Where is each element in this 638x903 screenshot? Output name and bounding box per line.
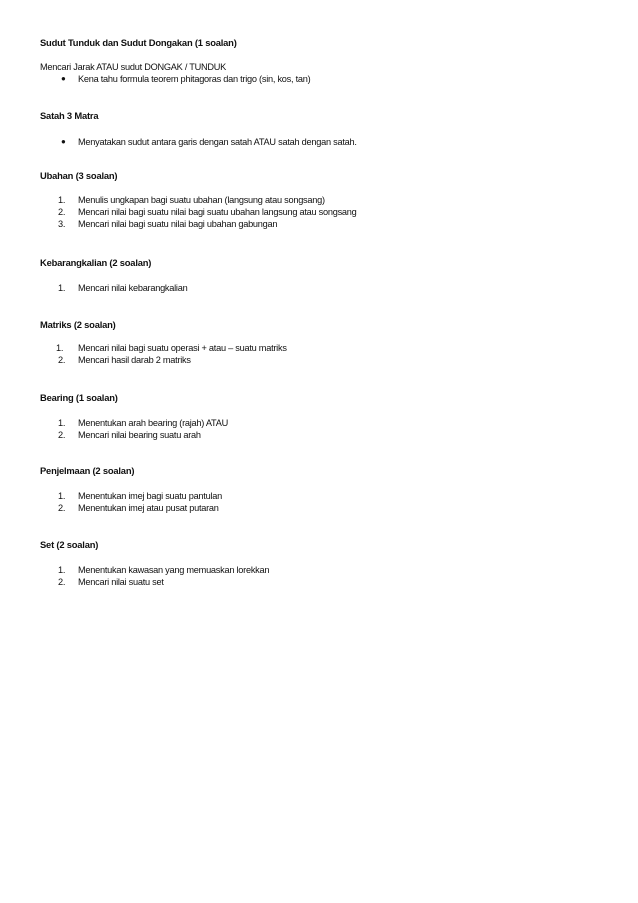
section-heading: Sudut Tunduk dan Sudut Dongakan (1 soalan) xyxy=(40,37,237,48)
bullet-text: Menyatakan sudut antara garis dengan satah ATAU satah dengan satah. xyxy=(78,137,357,147)
section-heading: Ubahan (3 soalan) xyxy=(40,170,118,181)
list-item xyxy=(40,429,598,441)
list-item xyxy=(40,354,598,366)
list-number: 3. xyxy=(58,219,66,229)
bullet-icon: ● xyxy=(61,74,66,83)
list-text: Mencari hasil darab 2 matriks xyxy=(78,355,191,365)
list-item xyxy=(40,218,598,230)
list-text: Mencari nilai bagi suatu operasi + atau – suatu matriks xyxy=(78,343,287,353)
section-set xyxy=(40,539,598,588)
list-text: Mencari nilai suatu set xyxy=(78,577,164,587)
list-number: 1. xyxy=(56,343,64,353)
list-number: 1. xyxy=(58,418,66,428)
section-heading: Set (2 soalan) xyxy=(40,539,99,550)
list-number: 2. xyxy=(58,503,66,513)
list-text: Menentukan imej atau pusat putaran xyxy=(78,503,219,513)
section-matriks xyxy=(40,319,598,366)
list-item xyxy=(40,194,598,206)
section-sudut-tunduk xyxy=(40,37,598,85)
list-item xyxy=(40,576,598,588)
list-item xyxy=(40,564,598,576)
list-number: 1. xyxy=(58,195,66,205)
section-penjelmaan xyxy=(40,465,598,514)
section-kebarangkalian xyxy=(40,257,598,294)
section-heading: Penjelmaan (2 soalan) xyxy=(40,465,135,476)
list-item xyxy=(40,282,598,294)
list-number: 2. xyxy=(58,355,66,365)
list-text: Menentukan kawasan yang memuaskan lorekkan xyxy=(78,565,270,575)
bullet-text: Kena tahu formula teorem phitagoras dan trigo (sin, kos, tan) xyxy=(78,74,311,84)
list-text: Mencari nilai bearing suatu arah xyxy=(78,430,201,440)
list-text: Mencari nilai bagi suatu nilai bagi ubahan gabungan xyxy=(78,219,278,229)
section-bearing xyxy=(40,392,598,441)
list-item xyxy=(40,502,598,514)
section-intro: Mencari Jarak ATAU sudut DONGAK / TUNDUK xyxy=(40,62,227,72)
list-text: Mencari nilai kebarangkalian xyxy=(78,283,188,293)
list-number: 1. xyxy=(58,491,66,501)
list-item xyxy=(40,342,598,354)
section-heading: Bearing (1 soalan) xyxy=(40,392,118,403)
list-number: 1. xyxy=(58,565,66,575)
section-heading: Matriks (2 soalan) xyxy=(40,319,116,330)
list-number: 2. xyxy=(58,430,66,440)
list-text: Menulis ungkapan bagi suatu ubahan (langsung atau songsang) xyxy=(78,195,325,205)
list-number: 1. xyxy=(58,283,66,293)
section-heading: Kebarangkalian (2 soalan) xyxy=(40,257,152,268)
list-text: Menentukan arah bearing (rajah) ATAU xyxy=(78,418,228,428)
list-item xyxy=(40,206,598,218)
list-number: 2. xyxy=(58,207,66,217)
bullet-item xyxy=(40,73,598,85)
bullet-icon: ● xyxy=(61,137,66,146)
list-text: Menentukan imej bagi suatu pantulan xyxy=(78,491,222,501)
section-heading: Satah 3 Matra xyxy=(40,110,99,121)
bullet-item xyxy=(40,136,598,148)
list-item xyxy=(40,490,598,502)
list-number: 2. xyxy=(58,577,66,587)
list-item xyxy=(40,417,598,429)
section-satah-3-matra xyxy=(40,110,598,148)
section-ubahan xyxy=(40,170,598,230)
list-text: Mencari nilai bagi suatu nilai bagi suatu ubahan langsung atau songsang xyxy=(78,207,357,217)
